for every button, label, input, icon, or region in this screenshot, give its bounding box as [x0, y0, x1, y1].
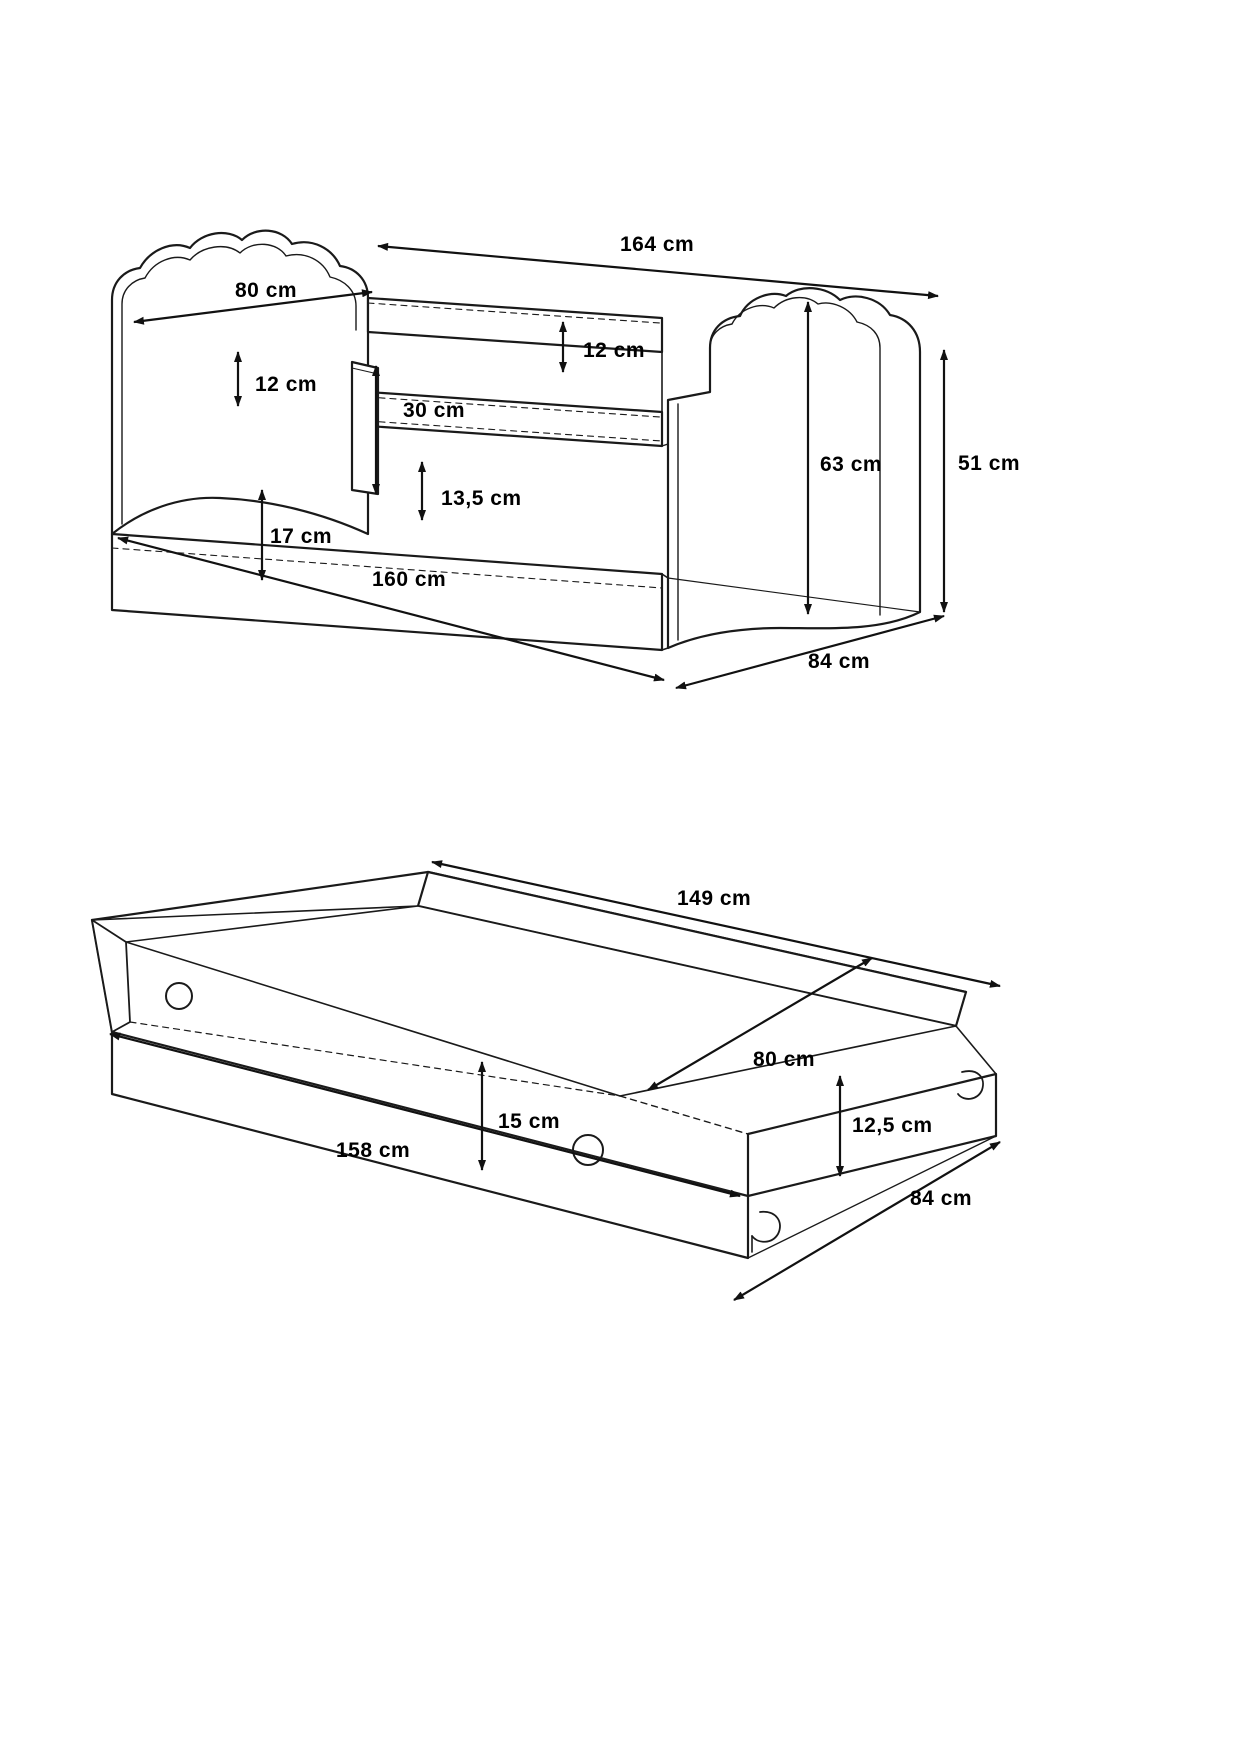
dimension-label-drawer-inner-height: 15 cm	[498, 1110, 561, 1133]
dimension-label-bed-depth: 84 cm	[808, 650, 871, 673]
dimension-label-bed-rail-gap-lower: 13,5 cm	[441, 487, 522, 510]
dimension-label-bed-base-height: 17 cm	[270, 525, 333, 548]
dimension-label-bed-length-outer: 164 cm	[620, 233, 695, 256]
dimension-label-bed-rail-gap-top-left: 12 cm	[255, 373, 318, 396]
dimension-label-drawer-inner-width: 80 cm	[753, 1048, 816, 1071]
dimension-label-drawer-side-height: 12,5 cm	[852, 1114, 933, 1137]
dimension-label-drawer-outer-length: 158 cm	[336, 1139, 411, 1162]
dimension-label-bed-rail-height: 30 cm	[403, 399, 466, 422]
dimension-label-bed-rail-gap-top-right: 12 cm	[583, 339, 646, 362]
dimension-label-bed-mattress-length: 160 cm	[372, 568, 447, 591]
dimension-label-bed-footboard-height: 63 cm	[820, 453, 883, 476]
bed-figure-geometry	[112, 231, 920, 650]
dimension-label-bed-headboard-width: 80 cm	[235, 279, 298, 302]
dimension-label-drawer-inner-length: 149 cm	[677, 887, 752, 910]
dimension-label-drawer-depth: 84 cm	[910, 1187, 973, 1210]
dimension-label-bed-headboard-height: 51 cm	[958, 452, 1021, 475]
